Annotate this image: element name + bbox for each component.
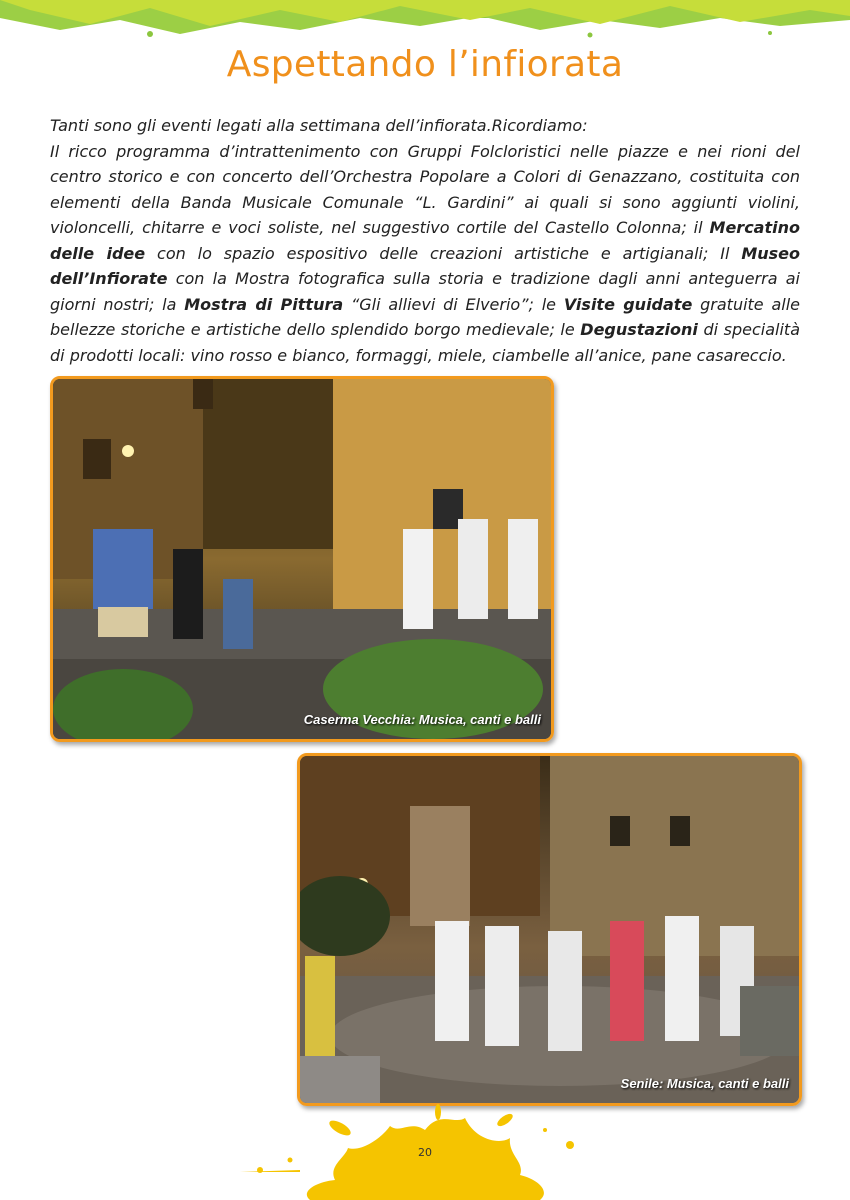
photo-caption: Senile: Musica, canti e balli (620, 1076, 789, 1091)
body-text-segment: “Gli allievi di Elverio”; le (343, 294, 564, 314)
body-text-segment: con lo spazio espositivo delle creazioni artistiche e artigianali; Il (145, 243, 742, 263)
body-text-segment: Il ricco programma d’intrattenimento con Gruppi Folcloristici nelle piazze e nei rioni del centro storico e con concerto dell’Orchestra Popolare a Colori di Genazzano, costituita con elementi della Banda Musicale Comunale “L. Gardini” ai quali si sono aggiunti violini, violoncelli, chitarre e voci soliste, nel suggestivo cortile del Castello Colonna; il (50, 141, 800, 237)
body-text-segment: di specialità di prodotti locali: vino rosso e bianco, formaggi, miele, ciambelle all’anice, pane casareccio. (50, 320, 800, 365)
photo-caserma-vecchia (50, 376, 554, 742)
page-title: Aspettando l’infiorata (226, 44, 624, 85)
body-text-segment: con la Mostra fotografica sulla storia e tradizione dagli anni anteguerra ai giorni nostri; la (50, 269, 800, 314)
intro-line: Tanti sono gli eventi legati alla settimana dell’infiorata.Ricordiamo: (50, 116, 588, 135)
night-dance-photo-image (300, 756, 799, 1103)
highlight-mostra: Mostra di Pittura (184, 294, 344, 314)
highlight-degustazioni: Degustazioni (580, 320, 698, 339)
highlight-museo: Museo dell’Infiorate (50, 243, 800, 288)
photo-caption: Caserma Vecchia: Musica, canti e balli (303, 712, 541, 727)
highlight-mercatino: Mercatino delle idee (50, 218, 800, 263)
photo-senile (297, 753, 802, 1106)
page-number: 20 (418, 1146, 432, 1159)
night-square-photo-image (53, 379, 551, 739)
article-body (50, 113, 800, 368)
highlight-visite: Visite guidate (563, 294, 693, 314)
top-paint-splash (0, 0, 850, 40)
body-text-segment: gratuite alle bellezze storiche e artistiche dello splendido borgo medievale; le (50, 294, 801, 339)
